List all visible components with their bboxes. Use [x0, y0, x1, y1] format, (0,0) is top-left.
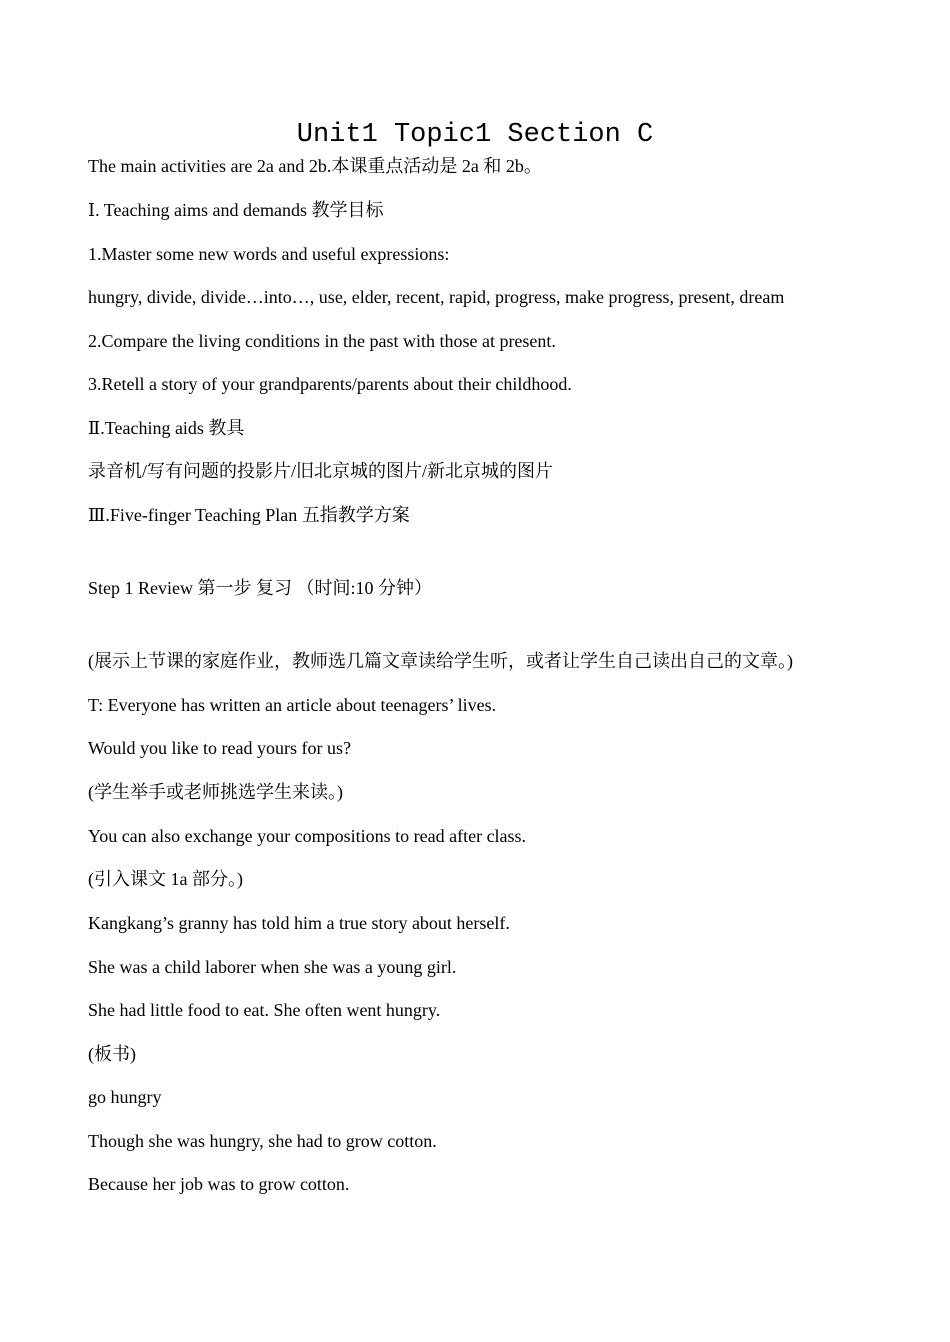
body-line: (学生举手或老师挑选学生来读。) — [88, 782, 343, 802]
aim-item-3: 3.Retell a story of your grandparents/parents about their childhood. — [88, 374, 572, 394]
body-line: (板书) — [88, 1044, 136, 1064]
aim-item-2: 2.Compare the living conditions in the past with those at present. — [88, 331, 556, 351]
vocabulary-list: hungry, divide, divide…into…, use, elder, recent, rapid, progress, make progress, present, dream — [88, 287, 785, 307]
body-line: Because her job was to grow cotton. — [88, 1174, 350, 1194]
teaching-aids-list: 录音机/写有问题的投影片/旧北京城的图片/新北京城的图片 — [88, 461, 554, 481]
aim-item-1: 1.Master some new words and useful expressions: — [88, 244, 450, 264]
body-line: (引入课文 1a 部分。) — [88, 869, 243, 889]
body-line: T: Everyone has written an article about teenagers’ lives. — [88, 695, 497, 715]
section-heading-aids: Ⅱ.Teaching aids 教具 — [88, 418, 245, 438]
step-heading: Step 1 Review 第一步 复习 （时间:10 分钟） — [88, 578, 432, 598]
body-line: Would you like to read yours for us? — [88, 738, 351, 758]
document-title: Unit1 Topic1 Section C — [296, 120, 654, 150]
body-line: She was a child laborer when she was a young girl. — [88, 957, 457, 977]
body-line: go hungry — [88, 1087, 162, 1107]
intro-line: The main activities are 2a and 2b.本课重点活动是 2a 和 2b。 — [88, 156, 542, 176]
body-line: She had little food to eat. She often went hungry. — [88, 1000, 441, 1020]
body-line: You can also exchange your compositions to read after class. — [88, 826, 527, 846]
section-heading-plan: Ⅲ.Five-finger Teaching Plan 五指教学方案 — [88, 505, 410, 525]
body-line: Kangkang’s granny has told him a true story about herself. — [88, 913, 510, 933]
body-line: (展示上节课的家庭作业，教师选几篇文章读给学生听，或者让学生自己读出自己的文章。) — [88, 651, 793, 671]
body-line: Though she was hungry, she had to grow cotton. — [88, 1131, 437, 1151]
section-heading-aims: Ⅰ. Teaching aims and demands 教学目标 — [88, 200, 384, 220]
